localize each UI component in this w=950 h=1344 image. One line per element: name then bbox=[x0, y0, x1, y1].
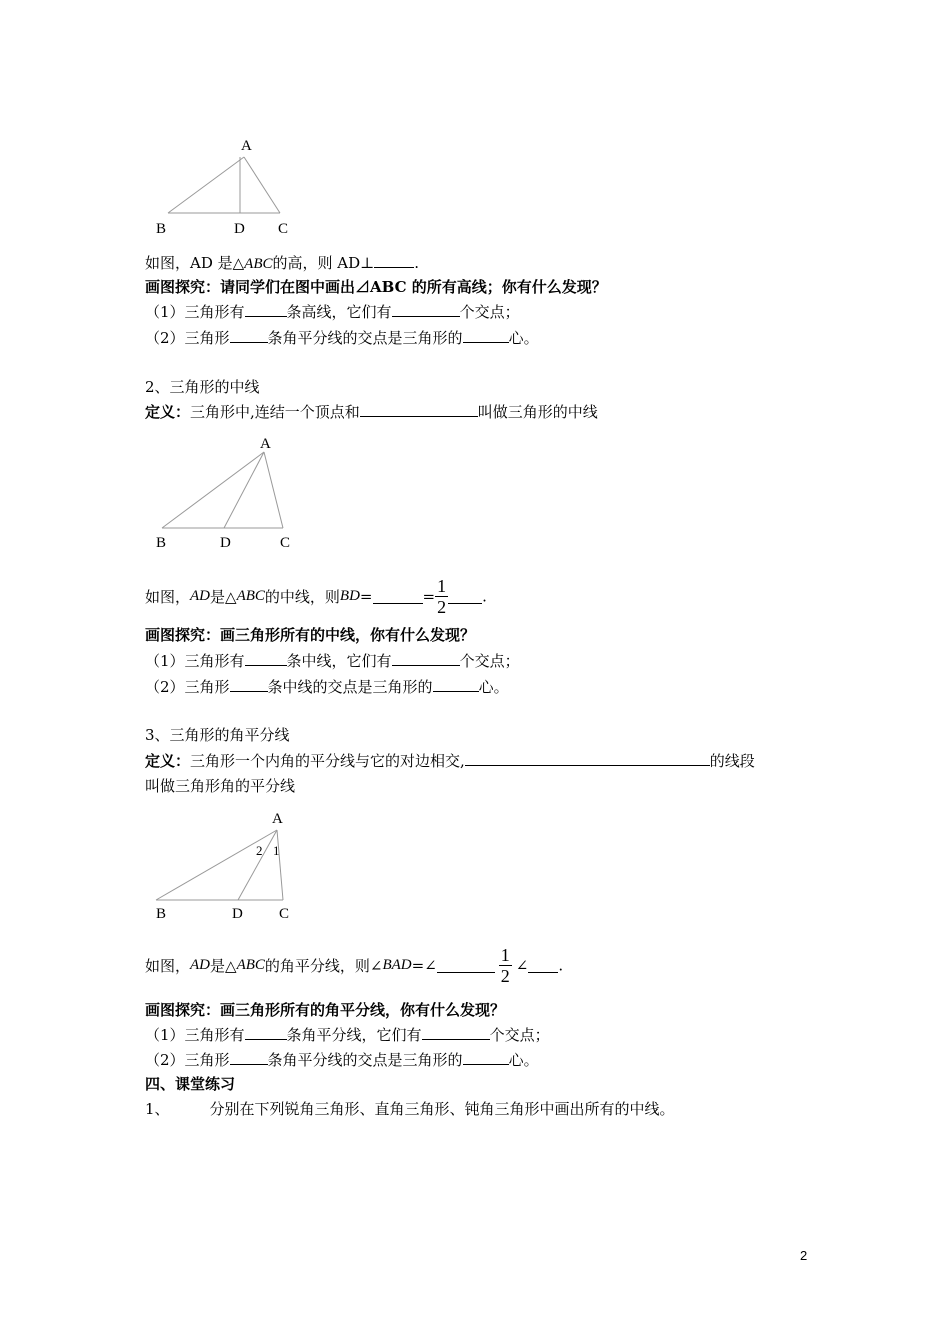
bisector-definition: 定义：三角形一个内角的平分线与它的对边相交, 的线段 bbox=[145, 752, 755, 770]
answer-blank[interactable] bbox=[245, 1025, 287, 1040]
answer-blank[interactable] bbox=[374, 253, 414, 268]
question-bisector-2: （2）三角形 条角平分线的交点是三角形的 心。 bbox=[145, 1051, 539, 1069]
label-angle-1: 1 bbox=[273, 843, 280, 858]
label-d: D bbox=[232, 906, 243, 922]
label-c: C bbox=[278, 221, 289, 237]
section-bisector-title: 3、三角形的角平分线 bbox=[145, 726, 290, 744]
bisector-statement: 如图，AD是△ABC的角平分线，则∠BAD=∠ $\frac{1}{2}$ ∠ . bbox=[145, 945, 564, 986]
answer-blank[interactable] bbox=[245, 302, 287, 317]
label-d: D bbox=[234, 221, 245, 237]
figure-altitude bbox=[140, 130, 320, 240]
question-altitude-2: （2）三角形 条角平分线的交点是三角形的 心。 bbox=[145, 329, 539, 347]
median-ad bbox=[224, 452, 264, 528]
label-a: A bbox=[241, 138, 252, 154]
label-a: A bbox=[272, 811, 283, 827]
question-altitude-1: （1）三角形有 条高线，它们有 个交点； bbox=[145, 303, 520, 321]
side-ab bbox=[156, 830, 277, 900]
median-statement: 如图，AD是△ABC的中线，则BD= = $\frac{1}{2}$ . bbox=[145, 576, 487, 617]
section-practice-title: 四、课堂练习 bbox=[145, 1075, 236, 1093]
question-bisector-1: （1）三角形有 条角平分线，它们有 个交点； bbox=[145, 1026, 550, 1044]
side-ac bbox=[264, 452, 283, 528]
label-a: A bbox=[260, 436, 271, 452]
answer-blank[interactable] bbox=[230, 677, 268, 692]
answer-blank[interactable] bbox=[392, 651, 460, 666]
answer-blank[interactable] bbox=[360, 402, 478, 417]
label-angle-2: 2 bbox=[256, 843, 263, 858]
explore-median: 画图探究：画三角形所有的中线，你有什么发现？ bbox=[145, 626, 476, 644]
answer-blank[interactable] bbox=[422, 1025, 490, 1040]
explore-bisector: 画图探究：画三角形所有的角平分线，你有什么发现？ bbox=[145, 1001, 506, 1019]
answer-blank[interactable] bbox=[392, 302, 460, 317]
label-d: D bbox=[220, 535, 231, 551]
altitude-statement: 如图，AD 是△ABC的高，则 AD⊥ . bbox=[145, 254, 420, 272]
fraction-one-half: $\frac{1}{2}$ bbox=[500, 945, 510, 986]
answer-blank[interactable] bbox=[437, 958, 495, 973]
question-median-1: （1）三角形有 条中线，它们有 个交点； bbox=[145, 652, 520, 670]
label-c: C bbox=[280, 535, 291, 551]
median-definition: 定义：三角形中,连结一个顶点和 叫做三角形的中线 bbox=[145, 403, 598, 421]
label-b: B bbox=[156, 906, 167, 922]
answer-blank[interactable] bbox=[230, 1050, 268, 1065]
answer-blank[interactable] bbox=[373, 589, 423, 604]
answer-blank[interactable] bbox=[463, 1050, 509, 1065]
explore-altitude: 画图探究：请同学们在图中画出⊿ABC 的所有高线；你有什么发现？ bbox=[145, 278, 607, 296]
side-ac bbox=[277, 830, 283, 900]
answer-blank[interactable] bbox=[230, 328, 268, 343]
fraction-one-half: $\frac{1}{2}$ bbox=[437, 576, 447, 617]
answer-blank[interactable] bbox=[448, 589, 482, 604]
figure-angle-bisector bbox=[140, 805, 320, 930]
side-ac bbox=[244, 157, 280, 213]
answer-blank[interactable] bbox=[433, 677, 479, 692]
answer-blank[interactable] bbox=[463, 328, 509, 343]
answer-blank[interactable] bbox=[528, 958, 558, 973]
figure-median bbox=[140, 430, 320, 560]
page-number: 2 bbox=[800, 1248, 808, 1263]
side-ab bbox=[168, 157, 244, 213]
label-b: B bbox=[156, 221, 167, 237]
bisector-ad bbox=[238, 830, 277, 900]
section-median-title: 2、三角形的中线 bbox=[145, 378, 260, 396]
label-c: C bbox=[279, 906, 290, 922]
bisector-definition-cont: 叫做三角形角的平分线 bbox=[145, 777, 296, 795]
side-ab bbox=[162, 452, 264, 528]
answer-blank[interactable] bbox=[465, 751, 710, 766]
question-median-2: （2）三角形 条中线的交点是三角形的 心。 bbox=[145, 678, 509, 696]
exercise-1: 1、 分别在下列锐角三角形、直角三角形、钝角三角形中画出所有的中线。 bbox=[145, 1100, 675, 1118]
answer-blank[interactable] bbox=[245, 651, 287, 666]
label-b: B bbox=[156, 535, 167, 551]
